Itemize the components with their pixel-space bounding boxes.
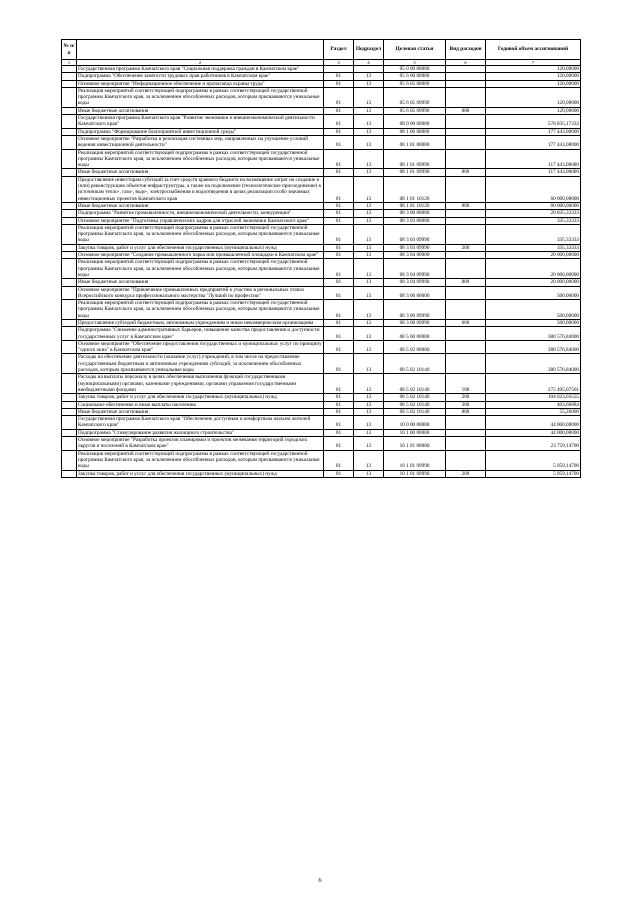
row-expense-type	[446, 87, 486, 107]
row-subsection: 13	[354, 327, 384, 341]
row-name: Предоставление субсидий бюджетным, автономным учреждениям и иным некоммерческим организациям	[77, 319, 324, 326]
table-row	[62, 416, 581, 430]
row-number-cell	[62, 87, 77, 107]
row-expense-type: 800	[446, 279, 486, 286]
row-expense-type: 800	[446, 107, 486, 114]
row-section: 01	[324, 354, 354, 374]
row-number-cell	[62, 217, 77, 224]
row-number-cell	[62, 128, 77, 135]
row-article: 08 3 03 09990	[384, 244, 446, 251]
table-row	[62, 437, 581, 451]
row-expense-type: 300	[446, 401, 486, 408]
row-amount: 104 623,03555	[486, 394, 581, 401]
row-name: Подпрограмма "Снижение административных барьеров, повышение качества предоставления и доступности государственных услуг в Камчатском крае"	[77, 327, 324, 341]
row-amount: 5 059,14700	[486, 450, 581, 470]
row-number-cell	[62, 80, 77, 87]
table-row	[62, 450, 581, 470]
column-index: 7	[486, 60, 581, 66]
table-row	[62, 429, 581, 436]
row-article: 08 5 02 10140	[384, 408, 446, 415]
row-section: 01	[324, 300, 354, 320]
row-number-cell	[62, 470, 77, 477]
row-name: Иные бюджетные ассигнования	[77, 408, 324, 415]
row-name: Закупка товаров, работ и услуг для обеспечения государственных (муниципальных) нужд	[77, 470, 324, 477]
row-subsection: 13	[354, 87, 384, 107]
table-row	[62, 202, 581, 209]
table-row	[62, 224, 581, 244]
row-expense-type	[446, 217, 486, 224]
row-subsection: 13	[354, 319, 384, 326]
row-article: 05 6 00 00000	[384, 73, 446, 80]
table-row	[62, 149, 581, 169]
row-amount: 120,00000	[486, 73, 581, 80]
row-amount: 60 000,00000	[486, 202, 581, 209]
row-name: Подпрограмма "Обеспечение занятости трудовых прав работников в Камчатском крае"	[77, 73, 324, 80]
row-subsection: 13	[354, 115, 384, 129]
table-row	[62, 252, 581, 259]
row-section: 01	[324, 202, 354, 209]
row-amount: 120,00000	[486, 87, 581, 107]
row-article: 08 5 02 10140	[384, 394, 446, 401]
row-expense-type	[446, 128, 486, 135]
row-section: 01	[324, 135, 354, 149]
row-subsection: 13	[354, 394, 384, 401]
row-name: Основное мероприятие "Привлечение промышленных предприятий к участию в региональных этапах Всероссийского конкурса профессионального мастерства "Лучший по профессии"	[77, 286, 324, 300]
row-amount: 20 000,00000	[486, 279, 581, 286]
table-row	[62, 115, 581, 129]
row-amount: 500,00000	[486, 300, 581, 320]
row-name: Подпрограмма "Стимулирование развития жилищного строительства"	[77, 429, 324, 436]
row-section: 01	[324, 210, 354, 217]
row-subsection: 13	[354, 176, 384, 202]
table-row	[62, 217, 581, 224]
row-expense-type	[446, 300, 486, 320]
row-amount: 55,26000	[486, 408, 581, 415]
row-name: Предоставление инвесторам субсидий за счет средств краевого бюджета на возмещение затрат на создание и (или) реконструкцию объектов инфраструктуры, а также на подключение (технологическое присоединение) к источникам тепло-, газо-, водо-, электроснабжения и водоотведения в целях реализации особо значимых инвестиционных проектов Камчатского края	[77, 176, 324, 202]
row-name: Закупка товаров, работ и услуг для обеспечения государственных (муниципальных) нужд	[77, 394, 324, 401]
row-expense-type	[446, 429, 486, 436]
row-number-cell	[62, 450, 77, 470]
row-expense-type	[446, 73, 486, 80]
row-subsection: 13	[354, 354, 384, 374]
row-article: 10 1 01 00000	[384, 437, 446, 451]
row-section: 01	[324, 286, 354, 300]
row-number-cell	[62, 210, 77, 217]
row-expense-type	[446, 135, 486, 149]
table-row	[62, 401, 581, 408]
table-row	[62, 210, 581, 217]
row-name: Подпрограмма "Формирование благоприятной инвестиционной среды"	[77, 128, 324, 135]
row-number-cell	[62, 244, 77, 251]
row-article: 08 1 01 10120	[384, 176, 446, 202]
table-row	[62, 259, 581, 279]
row-number-cell	[62, 340, 77, 354]
row-subsection: 13	[354, 279, 384, 286]
row-section: 01	[324, 340, 354, 354]
row-number-cell	[62, 224, 77, 244]
row-amount: 5 059,14700	[486, 470, 581, 477]
row-expense-type	[446, 176, 486, 202]
row-number-cell	[62, 176, 77, 202]
header-name	[77, 40, 324, 60]
row-subsection: 13	[354, 408, 384, 415]
row-article: 08 5 02 10140	[384, 401, 446, 408]
row-expense-type: 800	[446, 202, 486, 209]
row-expense-type: 200	[446, 244, 486, 251]
table-row	[62, 87, 581, 107]
row-expense-type	[446, 66, 486, 73]
row-number-cell	[62, 149, 77, 169]
row-article: 08 1 01 10120	[384, 202, 446, 209]
row-subsection: 13	[354, 80, 384, 87]
row-number-cell	[62, 169, 77, 176]
row-subsection: 13	[354, 107, 384, 114]
row-name: Реализация мероприятий соответствующей подпрограммы в рамках соответствующей государственной программы Камчатского края, за исключением обособленных расходов, которым присваиваются уникальные коды	[77, 300, 324, 320]
row-subsection: 13	[354, 202, 384, 209]
row-subsection: 13	[354, 340, 384, 354]
column-index: 2	[77, 60, 324, 66]
row-subsection: 13	[354, 217, 384, 224]
row-number-cell	[62, 73, 77, 80]
row-subsection: 13	[354, 128, 384, 135]
row-name: Основное мероприятие "Информационное обеспечение и пропаганда охраны труда"	[77, 80, 324, 87]
row-section: 01	[324, 259, 354, 279]
row-subsection: 13	[354, 429, 384, 436]
row-section: 01	[324, 80, 354, 87]
row-article: 08 3 03 09990	[384, 224, 446, 244]
row-name: Государственная программа Камчатского края "Социальная поддержка граждан в Камчатском крае"	[77, 66, 324, 73]
row-number-cell	[62, 252, 77, 259]
row-article: 08 1 01 09990	[384, 169, 446, 176]
row-number-cell	[62, 327, 77, 341]
row-subsection: 13	[354, 470, 384, 477]
row-article: 08 3 04 09990	[384, 279, 446, 286]
row-name: Реализация мероприятий соответствующей подпрограммы в рамках соответствующей государственной программы Камчатского края, за исключением обособленных расходов, которым присваиваются уникальные коды	[77, 149, 324, 169]
header-article: Целевая статья	[384, 40, 446, 60]
row-article: 08 3 06 00000	[384, 286, 446, 300]
row-number-cell	[62, 408, 77, 415]
row-article: 08 5 00 00000	[384, 327, 446, 341]
table-row	[62, 169, 581, 176]
row-amount: 500,00000	[486, 319, 581, 326]
row-expense-type	[446, 340, 486, 354]
row-amount: 177 443,00000	[486, 135, 581, 149]
column-index: 5	[384, 60, 446, 66]
row-section: 01	[324, 252, 354, 259]
row-subsection: 13	[354, 210, 384, 217]
row-name: Основное мероприятие "Разработка проектов планировки и проектов межевания территорий городских округов и поселений в Камчатском крае"	[77, 437, 324, 451]
row-name: Основное мероприятие "Обеспечение предоставления государственных и муниципальных услуг по принципу "одного окна" в Камчатском крае"	[78, 340, 322, 354]
row-name: Иные бюджетные ассигнования	[77, 202, 324, 209]
row-number-cell	[62, 202, 77, 209]
row-number-cell	[62, 259, 77, 279]
row-amount: 500,00000	[486, 286, 581, 300]
row-amount: 578 835,17333	[486, 115, 581, 129]
row-section: 01	[324, 149, 354, 169]
row-expense-type	[446, 354, 486, 374]
row-section: 01	[324, 244, 354, 251]
row-expense-type	[446, 252, 486, 259]
row-amount: 380 576,84000	[486, 340, 581, 354]
row-subsection: 13	[354, 416, 384, 430]
row-number-cell	[62, 286, 77, 300]
row-amount: 120,00000	[486, 66, 581, 73]
header-number: № п/п	[62, 40, 77, 60]
row-name: Расходы на обеспечение деятельности (оказание услуг) учреждений, в том числе на предоставление государственным бюджетным и автономным учреждениям субсидий, за исключением обособленных расходов, которым присваиваются уникальные коды	[77, 354, 324, 374]
row-name: Государственная программа Камчатского края "Обеспечение доступным и комфортным жильем жителей Камчатского края"	[77, 416, 324, 430]
row-article: 08 5 02 10140	[384, 374, 446, 394]
row-article: 08 3 06 09990	[384, 300, 446, 320]
row-article: 10 1 00 00000	[384, 429, 446, 436]
row-name: Расходы на выплаты персоналу в целях обеспечения выполнения функций государственными (муниципальными) органами, казенными учреждениями, органами управления государственными внебюджетными фондами	[77, 374, 324, 394]
table-row	[62, 354, 581, 374]
row-subsection: 13	[354, 169, 384, 176]
row-name: Основное мероприятие "Подготовка управленческих кадров для отраслей экономики Камчатского края"	[77, 217, 324, 224]
row-number-cell	[62, 401, 77, 408]
budget-table	[61, 39, 581, 478]
row-name: Основное мероприятие "Разработка и реализация системных мер, направленных на улучшение условий ведения инвестиционной деятельности"	[77, 135, 324, 149]
row-subsection	[354, 66, 384, 73]
row-amount: 335,33333	[486, 217, 581, 224]
row-section: 01	[324, 408, 354, 415]
row-name: Подпрограмма "Развитие промышленности, внешнеэкономической деятельности, конкуренции"	[77, 210, 324, 217]
row-number-cell	[62, 429, 77, 436]
table-row	[62, 244, 581, 251]
row-name: Иные бюджетные ассигнования	[77, 169, 324, 176]
row-article: 08 5 02 10140	[384, 354, 446, 374]
row-expense-type: 100	[446, 374, 486, 394]
header-expense-type: Вид расходов	[446, 40, 486, 60]
row-expense-type	[446, 327, 486, 341]
row-amount: 380 576,84000	[486, 354, 581, 374]
row-number-cell	[62, 300, 77, 320]
row-amount: 20 835,33333	[486, 210, 581, 217]
table-row	[62, 374, 581, 394]
table-row	[62, 73, 581, 80]
row-name: Иные бюджетные ассигнования	[77, 107, 324, 114]
table-row	[62, 408, 581, 415]
row-subsection: 13	[354, 374, 384, 394]
table-row	[62, 128, 581, 135]
row-expense-type	[446, 286, 486, 300]
row-article: 08 1 00 00000	[384, 128, 446, 135]
row-number-cell	[62, 66, 77, 73]
table-row	[62, 327, 581, 341]
table-row	[62, 176, 581, 202]
table-row	[62, 286, 581, 300]
row-amount: 44 000,00000	[486, 429, 581, 436]
row-amount: 335,33333	[486, 224, 581, 244]
row-number-cell	[62, 115, 77, 129]
row-expense-type: 200	[446, 394, 486, 401]
table-row	[62, 66, 581, 73]
table-row	[62, 80, 581, 87]
row-amount: 120,00000	[486, 107, 581, 114]
row-article: 08 3 06 09990	[384, 319, 446, 326]
row-amount: 403,66884	[486, 401, 581, 408]
row-subsection: 13	[354, 286, 384, 300]
header-amount: Годовой объем ассигнований	[486, 40, 581, 60]
row-expense-type: 200	[446, 470, 486, 477]
header-row	[62, 40, 581, 60]
row-section: 01	[324, 394, 354, 401]
row-name: Основное мероприятие "Создание промышленного парка или промышленной площадки в Камчатском крае"	[77, 252, 324, 259]
row-section: 01	[324, 87, 354, 107]
row-amount: 20 000,00000	[486, 259, 581, 279]
row-section: 01	[324, 279, 354, 286]
column-index: 1	[62, 60, 77, 66]
row-subsection: 13	[354, 149, 384, 169]
row-subsection: 13	[354, 259, 384, 279]
row-name: Реализация мероприятий соответствующей подпрограммы в рамках соответствующей государственной программы Камчатского края, за исключением обособленных расходов, которым присваиваются уникальные коды	[77, 259, 324, 279]
row-expense-type	[446, 416, 486, 430]
row-section: 01	[324, 429, 354, 436]
row-amount: 117 443,00000	[486, 149, 581, 169]
row-amount: 117 443,00000	[486, 169, 581, 176]
row-amount: 23 759,14700	[486, 437, 581, 451]
row-section: 01	[324, 319, 354, 326]
row-number-cell	[62, 437, 77, 451]
row-section: 01	[324, 107, 354, 114]
row-expense-type: 800	[446, 169, 486, 176]
row-amount: 335,33333	[486, 244, 581, 251]
table-row	[62, 300, 581, 320]
table-row	[62, 135, 581, 149]
budget-table-sheet	[61, 39, 580, 478]
row-section: 01	[324, 401, 354, 408]
row-expense-type	[446, 80, 486, 87]
row-subsection: 13	[354, 252, 384, 259]
table-row	[62, 319, 581, 326]
row-article: 05 0 00 00000	[384, 66, 446, 73]
column-index: 6	[446, 60, 486, 66]
row-amount: 20 000,00000	[486, 252, 581, 259]
table-row	[62, 279, 581, 286]
row-section: 01	[324, 416, 354, 430]
row-expense-type	[446, 450, 486, 470]
row-subsection: 13	[354, 300, 384, 320]
column-index: 4	[354, 60, 384, 66]
row-article: 08 1 01 09990	[384, 149, 446, 169]
row-name: Закупка товаров, работ и услуг для обеспечения государственных (муниципальных) нужд	[77, 244, 324, 251]
row-amount: 60 000,00000	[486, 176, 581, 202]
row-section: 01	[324, 470, 354, 477]
row-section: 01	[324, 437, 354, 451]
row-number-cell	[62, 135, 77, 149]
row-name: Реализация мероприятий соответствующей подпрограммы в рамках соответствующей государственной программы Камчатского края, за исключением обособленных расходов, которым присваиваются уникальные коды	[77, 224, 324, 244]
row-expense-type	[446, 149, 486, 169]
row-section: 01	[324, 217, 354, 224]
row-section: 01	[324, 224, 354, 244]
table-row	[62, 394, 581, 401]
row-section: 01	[324, 73, 354, 80]
row-article: 08 3 04 00000	[384, 252, 446, 259]
row-article: 08 5 02 00000	[384, 340, 446, 354]
row-expense-type	[446, 437, 486, 451]
row-amount: 44 000,00000	[486, 416, 581, 430]
table-row	[62, 107, 581, 114]
row-subsection: 13	[354, 73, 384, 80]
row-number-cell	[62, 394, 77, 401]
header-section: Раздел	[324, 40, 354, 60]
row-article: 08 3 00 00000	[384, 210, 446, 217]
row-number-cell	[62, 107, 77, 114]
row-number-cell	[62, 374, 77, 394]
row-expense-type	[446, 259, 486, 279]
row-article: 08 3 03 00000	[384, 217, 446, 224]
row-section: 01	[324, 115, 354, 129]
row-article: 10 1 01 09990	[384, 470, 446, 477]
row-number-cell	[62, 416, 77, 430]
row-expense-type: 800	[446, 408, 486, 415]
row-section: 01	[324, 128, 354, 135]
row-expense-type	[446, 115, 486, 129]
row-number-cell	[62, 319, 77, 326]
row-subsection: 13	[354, 437, 384, 451]
row-name: Реализация мероприятий соответствующей подпрограммы в рамках соответствующей государственной программы Камчатского края, за исключением обособленных расходов, которым присваиваются уникальные коды	[77, 450, 324, 470]
table-body	[62, 66, 581, 478]
row-subsection: 13	[354, 450, 384, 470]
row-name: Социальное обеспечение и иные выплаты населению	[77, 401, 324, 408]
row-name: Реализация мероприятий соответствующей подпрограммы в рамках соответствующей государственной программы Камчатского края, за исключением обособленных расходов, которым присваиваются уникальные коды	[77, 87, 324, 107]
row-article: 10 1 01 09990	[384, 450, 446, 470]
row-amount: 275 495,07561	[486, 374, 581, 394]
page-number: 6	[318, 877, 322, 884]
row-amount: 120,00000	[486, 80, 581, 87]
row-article: 08 0 00 00000	[384, 115, 446, 129]
row-subsection: 13	[354, 224, 384, 244]
row-article: 08 3 04 09990	[384, 259, 446, 279]
row-article: 05 6 05 00000	[384, 80, 446, 87]
row-subsection: 13	[354, 401, 384, 408]
table-row	[62, 470, 581, 477]
row-amount: 177 443,00000	[486, 128, 581, 135]
row-section: 01	[324, 169, 354, 176]
row-article: 05 6 05 09990	[384, 107, 446, 114]
row-section	[324, 66, 354, 73]
row-expense-type	[446, 210, 486, 217]
row-section: 01	[324, 176, 354, 202]
row-number-cell	[62, 279, 77, 286]
row-section: 01	[324, 374, 354, 394]
row-article: 05 6 05 09990	[384, 87, 446, 107]
row-section: 01	[324, 327, 354, 341]
row-subsection: 13	[354, 135, 384, 149]
row-name: Государственная программа Камчатского края "Развитие экономики и внешнеэкономической деятельности Камчатского края"	[77, 115, 324, 129]
row-section: 01	[324, 450, 354, 470]
header-subsection: Подраздел	[354, 40, 384, 60]
row-article: 08 1 01 00000	[384, 135, 446, 149]
row-amount: 380 576,84000	[486, 327, 581, 341]
column-index: 3	[324, 60, 354, 66]
row-number-cell	[62, 354, 77, 374]
row-expense-type: 600	[446, 319, 486, 326]
row-subsection: 13	[354, 244, 384, 251]
row-name: Иные бюджетные ассигнования	[77, 279, 324, 286]
table-row	[62, 340, 581, 354]
row-expense-type	[446, 224, 486, 244]
row-article: 10 0 00 00000	[384, 416, 446, 430]
